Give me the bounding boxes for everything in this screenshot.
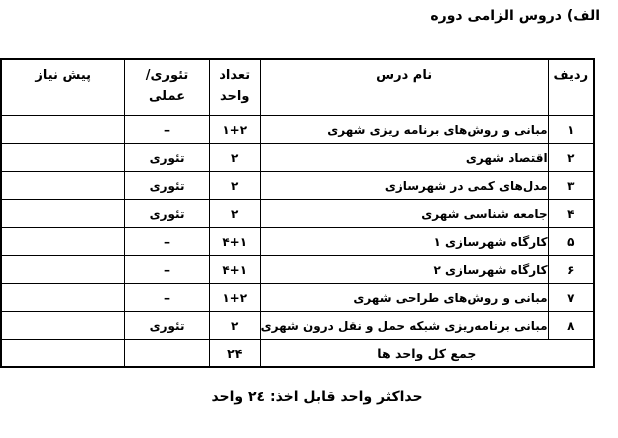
type-cell: – [125,284,209,312]
row-number-cell: ۷ [548,284,594,312]
course-name-cell: مبانی و روش‌های طراحی شهری [260,284,548,312]
prerequisite-cell [1,144,125,172]
row-number-cell: ۸ [548,312,594,340]
table-row [1,228,594,256]
prerequisite-cell [1,172,125,200]
header-prerequisite-label: پیش نیاز [35,68,92,83]
prerequisite-cell [1,228,125,256]
type-cell: تئوری [125,144,209,172]
total-units-cell [209,340,260,368]
row-number-cell: ۱ [548,116,594,144]
course-name-cell: کارگاه شهرسازی ۲ [260,256,548,284]
type-cell: – [125,228,209,256]
header-prerequisite [1,59,125,116]
course-name-cell: جامعه شناسی شهری [260,200,548,228]
courses-table [0,58,595,368]
header-units-line1: تعداد [219,68,251,83]
units-cell [209,172,260,200]
units-cell [209,116,260,144]
course-name-cell: اقتصاد شهری [260,144,548,172]
max-units-note: حداکثر واحد قابل اخذ: ٢٤ واحد [211,389,423,405]
total-type-cell [125,340,209,368]
header-course-name-label: نام درس [376,68,433,83]
total-label-cell: جمع کل واحد ها [260,340,594,368]
type-cell: – [125,256,209,284]
table-row [1,284,594,312]
course-name-cell: مبانی برنامه‌ریزی شبکه حمل و نقل درون شهری [260,312,548,340]
table-row [1,256,594,284]
header-course-name [260,59,548,116]
prerequisite-cell [1,116,125,144]
row-number-cell: ۳ [548,172,594,200]
row-number-cell: ۵ [548,228,594,256]
header-type-line1: تئوری/ [145,68,189,83]
type-cell: تئوری [125,200,209,228]
prerequisite-cell [1,312,125,340]
header-units [209,59,260,116]
type-cell: – [125,116,209,144]
header-row-no-label: ردیف [553,68,589,83]
table-row [1,312,594,340]
units-value: ۱+۲ [222,290,248,305]
row-number-cell: ۶ [548,256,594,284]
table-row [1,200,594,228]
header-type [125,59,209,116]
units-value: ۲ [231,178,239,193]
header-type-line2: عملی [149,89,186,104]
row-number-cell: ۲ [548,144,594,172]
units-cell [209,228,260,256]
units-value: ۲ [231,150,239,165]
prerequisite-cell [1,256,125,284]
course-name-cell: کارگاه شهرسازی ۱ [260,228,548,256]
total-row [1,340,594,368]
units-value: ۲ [231,318,239,333]
total-prerequisite-cell [1,340,125,368]
header-row-no [548,59,594,116]
units-value: ۱+۲ [222,122,248,137]
units-cell [209,200,260,228]
table-row [1,144,594,172]
type-cell: تئوری [125,172,209,200]
document-title: الف) دروس الزامی دوره [430,8,600,24]
prerequisite-cell [1,284,125,312]
course-name-cell: مدل‌های کمی در شهرسازی [260,172,548,200]
units-cell [209,256,260,284]
row-number-cell: ۴ [548,200,594,228]
total-units-value: ۲۴ [227,345,243,361]
table-header-row [1,59,594,116]
type-cell: تئوری [125,312,209,340]
units-cell [209,312,260,340]
units-cell [209,284,260,312]
prerequisite-cell [1,200,125,228]
header-units-line2: واحد [219,89,250,104]
table-row [1,172,594,200]
units-value: ۴+۱ [222,234,248,249]
course-name-cell: مبانی و روش‌های برنامه ریزی شهری [260,116,548,144]
table-row [1,116,594,144]
units-value: ۲ [231,206,239,221]
units-value: ۴+۱ [222,262,248,277]
units-cell [209,144,260,172]
